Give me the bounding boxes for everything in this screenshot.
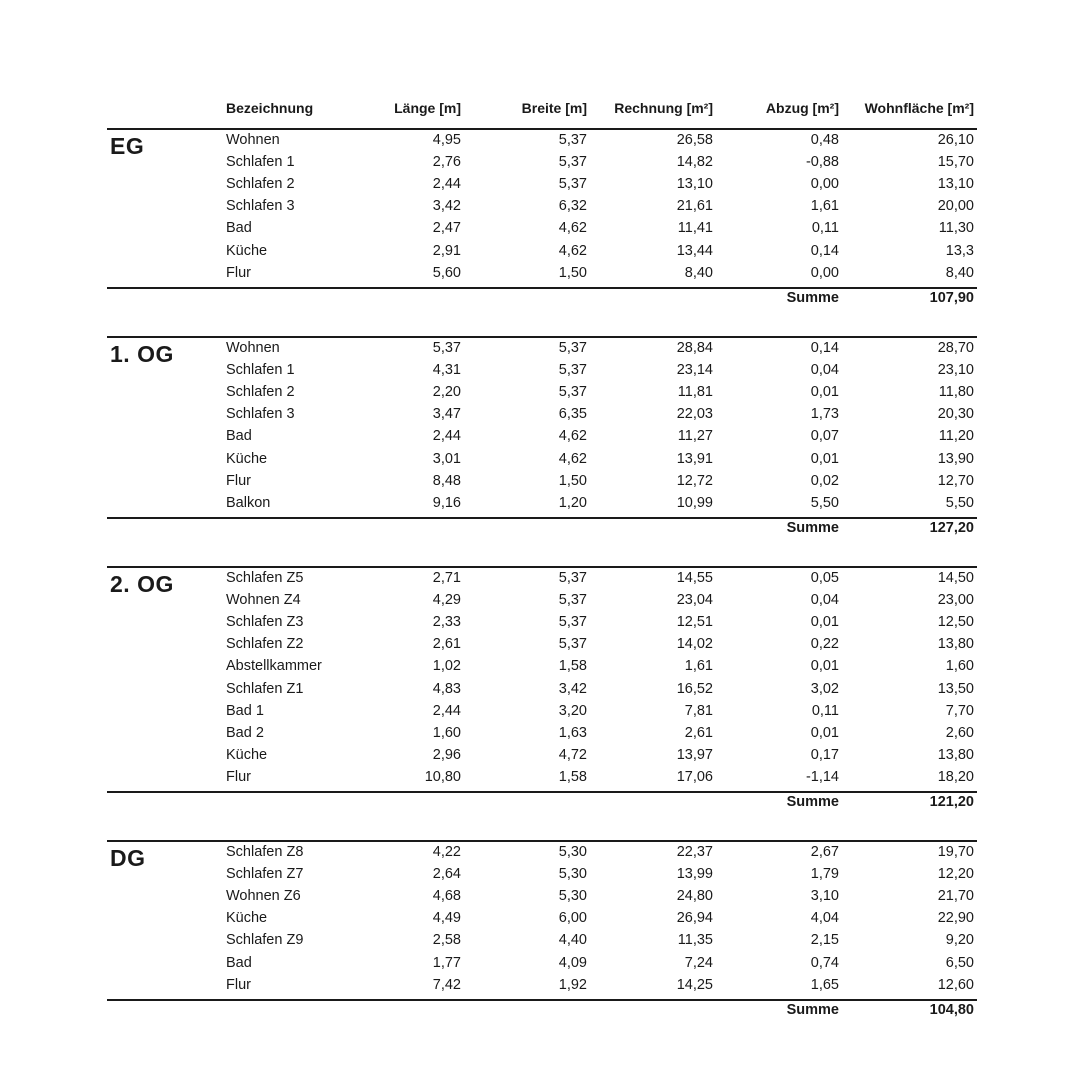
table-row — [0, 337, 1080, 359]
table-row — [0, 700, 1080, 722]
width-cell: 1,58 — [558, 768, 587, 785]
room-name: Flur — [226, 768, 251, 785]
length-cell: 1,60 — [432, 724, 461, 741]
room-name: Küche — [226, 450, 268, 467]
calc-cell: 24,80 — [676, 888, 713, 905]
room-name: Schlafen 3 — [226, 406, 295, 423]
sum-label: Summe — [786, 519, 839, 536]
width-cell: 5,30 — [558, 866, 587, 883]
calc-cell: 11,41 — [677, 220, 713, 237]
room-name: Küche — [226, 746, 268, 763]
calc-cell: 14,25 — [676, 976, 713, 993]
room-name: Schlafen 1 — [226, 362, 295, 379]
deduction-cell: 3,02 — [810, 680, 839, 697]
area-cell: 11,30 — [938, 220, 974, 237]
sum-label: Summe — [786, 289, 839, 306]
deduction-cell: 0,00 — [810, 176, 839, 193]
floor-label: 1. OG — [110, 341, 174, 367]
deduction-cell: 0,11 — [811, 702, 839, 719]
area-cell: 12,50 — [937, 614, 974, 631]
sum-value: 104,80 — [929, 1001, 974, 1018]
table-row — [0, 722, 1080, 744]
section-bottom-rule — [107, 517, 977, 519]
area-cell: 18,20 — [937, 768, 974, 785]
room-name: Küche — [226, 910, 268, 927]
floor-label: 2. OG — [110, 571, 174, 597]
deduction-cell: 0,04 — [810, 592, 839, 609]
width-cell: 4,62 — [558, 242, 587, 259]
width-cell: 5,37 — [558, 636, 587, 653]
calc-cell: 7,24 — [684, 954, 713, 971]
length-cell: 4,29 — [432, 592, 461, 609]
table-row — [0, 907, 1080, 929]
length-cell: 2,44 — [432, 176, 461, 193]
width-cell: 4,72 — [558, 746, 587, 763]
room-name: Schlafen Z5 — [226, 570, 304, 586]
length-cell: 2,58 — [432, 932, 461, 949]
deduction-cell: 1,79 — [810, 866, 839, 883]
width-cell: 3,42 — [558, 680, 587, 697]
area-cell: 13,3 — [945, 242, 974, 259]
calc-cell: 14,82 — [676, 154, 713, 171]
width-cell: 5,37 — [558, 614, 587, 631]
width-cell: 5,37 — [558, 340, 587, 356]
area-cell: 11,80 — [938, 384, 974, 401]
room-name: Schlafen Z2 — [226, 636, 304, 653]
calc-cell: 26,58 — [676, 132, 713, 148]
area-cell: 1,60 — [945, 658, 974, 675]
width-cell: 4,62 — [558, 428, 587, 445]
calc-cell: 23,14 — [676, 362, 713, 379]
width-cell: 5,30 — [558, 888, 587, 905]
width-cell: 5,37 — [558, 384, 587, 401]
area-cell: 8,40 — [945, 264, 974, 281]
sum-label: Summe — [786, 794, 839, 810]
deduction-cell: 0,22 — [810, 636, 839, 653]
calc-cell: 12,72 — [676, 472, 713, 489]
table-row — [0, 195, 1080, 217]
room-name: Schlafen Z9 — [226, 932, 304, 949]
room-name: Bad — [226, 954, 252, 971]
area-cell: 12,60 — [937, 976, 974, 993]
area-cell: 20,00 — [937, 198, 974, 215]
sum-value: 127,20 — [929, 519, 974, 536]
sum-value: 121,20 — [929, 794, 974, 810]
header-length: Länge [m] — [394, 100, 461, 116]
width-cell: 5,37 — [558, 154, 587, 171]
length-cell: 4,49 — [432, 910, 461, 927]
deduction-cell: 1,65 — [810, 976, 839, 993]
length-cell: 2,96 — [432, 746, 461, 763]
table-row — [0, 240, 1080, 262]
area-cell: 19,70 — [937, 844, 974, 860]
area-cell: 6,50 — [945, 954, 974, 971]
length-cell: 4,31 — [432, 362, 461, 379]
table-row — [0, 655, 1080, 677]
floor-label: DG — [110, 845, 146, 871]
deduction-cell: 3,10 — [810, 888, 839, 905]
deduction-cell: 1,61 — [810, 198, 839, 215]
table-row — [0, 744, 1080, 766]
width-cell: 6,35 — [558, 406, 587, 423]
length-cell: 2,20 — [432, 384, 461, 401]
area-cell: 13,50 — [937, 680, 974, 697]
calc-cell: 21,61 — [676, 198, 713, 215]
width-cell: 1,50 — [558, 264, 587, 281]
table-row — [0, 470, 1080, 492]
length-cell: 2,64 — [432, 866, 461, 883]
room-name: Wohnen Z4 — [226, 592, 301, 609]
deduction-cell: 0,01 — [810, 450, 839, 467]
width-cell: 3,20 — [558, 702, 587, 719]
length-cell: 2,61 — [432, 636, 461, 653]
calc-cell: 14,02 — [676, 636, 713, 653]
room-name: Bad 1 — [226, 702, 264, 719]
table-row — [0, 359, 1080, 381]
calc-cell: 12,51 — [676, 614, 713, 631]
table-row — [0, 841, 1080, 863]
area-cell: 28,70 — [937, 340, 974, 356]
length-cell: 1,02 — [432, 658, 461, 675]
length-cell: 3,47 — [432, 406, 461, 423]
calc-cell: 7,81 — [684, 702, 713, 719]
length-cell: 3,42 — [432, 198, 461, 215]
table-row — [0, 262, 1080, 284]
room-name: Bad — [226, 220, 252, 237]
deduction-cell: 0,04 — [810, 362, 839, 379]
width-cell: 6,00 — [558, 910, 587, 927]
calc-cell: 8,40 — [684, 264, 713, 281]
header-width: Breite [m] — [521, 100, 587, 116]
area-cell: 21,70 — [937, 888, 974, 905]
table-row — [0, 678, 1080, 700]
calc-cell: 13,44 — [676, 242, 713, 259]
area-cell: 11,20 — [938, 428, 974, 445]
width-cell: 5,37 — [558, 132, 587, 148]
room-name: Schlafen Z7 — [226, 866, 304, 883]
deduction-cell: 0,07 — [810, 428, 839, 445]
width-cell: 1,63 — [558, 724, 587, 741]
calc-cell: 13,97 — [676, 746, 713, 763]
room-name: Flur — [226, 264, 251, 281]
calc-cell: 13,91 — [676, 450, 713, 467]
calc-cell: 11,35 — [677, 932, 713, 949]
width-cell: 5,30 — [558, 844, 587, 860]
length-cell: 2,71 — [432, 570, 461, 586]
deduction-cell: 0,05 — [810, 570, 839, 586]
calc-cell: 13,10 — [676, 176, 713, 193]
table-row — [0, 492, 1080, 514]
width-cell: 4,62 — [558, 220, 587, 237]
table-row — [0, 589, 1080, 611]
deduction-cell: 0,01 — [810, 384, 839, 401]
deduction-cell: 0,48 — [810, 132, 839, 148]
area-cell: 13,80 — [937, 746, 974, 763]
room-name: Bad — [226, 428, 252, 445]
table-row — [0, 885, 1080, 907]
area-cell: 2,60 — [945, 724, 974, 741]
width-cell: 6,32 — [558, 198, 587, 215]
calc-cell: 11,27 — [677, 428, 713, 445]
room-name: Schlafen Z8 — [226, 844, 304, 860]
deduction-cell: -0,88 — [805, 154, 839, 171]
area-cell: 13,90 — [937, 450, 974, 467]
width-cell: 5,37 — [558, 570, 587, 586]
header-name: Bezeichnung — [226, 100, 314, 116]
length-cell: 4,83 — [432, 680, 461, 697]
area-cell: 20,30 — [937, 406, 974, 423]
deduction-cell: 0,17 — [810, 746, 839, 763]
calc-cell: 13,99 — [676, 866, 713, 883]
deduction-cell: 4,04 — [810, 910, 839, 927]
table-row — [0, 633, 1080, 655]
length-cell: 2,91 — [432, 242, 461, 259]
room-name: Küche — [226, 242, 268, 259]
width-cell: 1,20 — [558, 494, 587, 511]
deduction-cell: 0,14 — [810, 340, 839, 356]
calc-cell: 22,03 — [676, 406, 713, 423]
calc-cell: 10,99 — [676, 494, 713, 511]
calc-cell: 28,84 — [676, 340, 713, 356]
deduction-cell: 0,02 — [810, 472, 839, 489]
deduction-cell: 0,00 — [810, 264, 839, 281]
header-calc: Rechnung [m²] — [614, 100, 713, 116]
table-row — [0, 381, 1080, 403]
deduction-cell: 0,01 — [810, 658, 839, 675]
length-cell: 5,60 — [432, 264, 461, 281]
calc-cell: 2,61 — [684, 724, 713, 741]
area-cell: 12,20 — [937, 866, 974, 883]
area-cell: 13,80 — [937, 636, 974, 653]
table-row — [0, 952, 1080, 974]
length-cell: 2,44 — [432, 428, 461, 445]
section-bottom-rule — [107, 999, 977, 1001]
calc-cell: 1,61 — [684, 658, 713, 675]
area-cell: 7,70 — [945, 702, 974, 719]
room-name: Schlafen 3 — [226, 198, 295, 215]
sum-label: Summe — [786, 1001, 839, 1018]
length-cell: 7,42 — [432, 976, 461, 993]
length-cell: 1,77 — [432, 954, 461, 971]
room-name: Balkon — [226, 494, 271, 511]
room-name: Flur — [226, 472, 251, 489]
length-cell: 8,48 — [432, 472, 461, 489]
deduction-cell: 0,11 — [811, 220, 839, 237]
table-row — [0, 567, 1080, 589]
floor-label: EG — [110, 133, 145, 159]
room-name: Wohnen — [226, 132, 280, 148]
room-name: Schlafen Z1 — [226, 680, 304, 697]
room-name: Schlafen 2 — [226, 176, 295, 193]
area-cell: 5,50 — [945, 494, 974, 511]
width-cell: 5,37 — [558, 362, 587, 379]
calc-cell: 22,37 — [676, 844, 713, 860]
deduction-cell: 5,50 — [810, 494, 839, 511]
room-name: Abstellkammer — [226, 658, 322, 675]
length-cell: 2,47 — [432, 220, 461, 237]
length-cell: 9,16 — [432, 494, 461, 511]
deduction-cell: 0,14 — [810, 242, 839, 259]
calc-cell: 17,06 — [676, 768, 713, 785]
table-row — [0, 129, 1080, 151]
table-row — [0, 611, 1080, 633]
deduction-cell: 0,01 — [810, 614, 839, 631]
width-cell: 1,92 — [558, 976, 587, 993]
deduction-cell: -1,14 — [805, 768, 839, 785]
width-cell: 4,62 — [558, 450, 587, 467]
length-cell: 4,95 — [432, 132, 461, 148]
area-cell: 12,70 — [937, 472, 974, 489]
width-cell: 4,40 — [558, 932, 587, 949]
length-cell: 2,33 — [432, 614, 461, 631]
area-cell: 23,10 — [937, 362, 974, 379]
table-row — [0, 173, 1080, 195]
width-cell: 5,37 — [558, 176, 587, 193]
width-cell: 1,58 — [558, 658, 587, 675]
table-row — [0, 448, 1080, 470]
table-row — [0, 974, 1080, 996]
header-deduction: Abzug [m²] — [765, 100, 839, 116]
section-bottom-rule — [107, 791, 977, 793]
table-row — [0, 217, 1080, 239]
calc-cell: 11,81 — [677, 384, 713, 401]
width-cell: 5,37 — [558, 592, 587, 609]
section-bottom-rule — [107, 287, 977, 289]
length-cell: 10,80 — [424, 768, 461, 785]
length-cell: 2,44 — [432, 702, 461, 719]
sum-value: 107,90 — [929, 289, 974, 306]
length-cell: 4,68 — [432, 888, 461, 905]
length-cell: 3,01 — [432, 450, 461, 467]
length-cell: 2,76 — [432, 154, 461, 171]
calc-cell: 16,52 — [676, 680, 713, 697]
deduction-cell: 2,67 — [810, 844, 839, 860]
room-name: Wohnen — [226, 340, 280, 356]
area-cell: 15,70 — [937, 154, 974, 171]
area-cell: 9,20 — [945, 932, 974, 949]
table-row — [0, 929, 1080, 951]
area-cell: 26,10 — [937, 132, 974, 148]
room-name: Wohnen Z6 — [226, 888, 301, 905]
calc-cell: 14,55 — [676, 570, 713, 586]
width-cell: 1,50 — [558, 472, 587, 489]
room-name: Bad 2 — [226, 724, 264, 741]
length-cell: 5,37 — [432, 340, 461, 356]
calc-cell: 26,94 — [676, 910, 713, 927]
room-name: Flur — [226, 976, 251, 993]
area-cell: 13,10 — [937, 176, 974, 193]
width-cell: 4,09 — [558, 954, 587, 971]
deduction-cell: 1,73 — [810, 406, 839, 423]
table-row — [0, 425, 1080, 447]
deduction-cell: 0,74 — [810, 954, 839, 971]
calc-cell: 23,04 — [676, 592, 713, 609]
deduction-cell: 2,15 — [810, 932, 839, 949]
table-row — [0, 766, 1080, 788]
room-name: Schlafen 2 — [226, 384, 295, 401]
room-name: Schlafen Z3 — [226, 614, 304, 631]
room-name: Schlafen 1 — [226, 154, 295, 171]
area-cell: 22,90 — [937, 910, 974, 927]
deduction-cell: 0,01 — [810, 724, 839, 741]
table-row — [0, 403, 1080, 425]
area-cell: 14,50 — [937, 570, 974, 586]
table-row — [0, 863, 1080, 885]
area-cell: 23,00 — [937, 592, 974, 609]
length-cell: 4,22 — [432, 844, 461, 860]
header-area: Wohnfläche [m²] — [864, 100, 974, 116]
table-row — [0, 151, 1080, 173]
